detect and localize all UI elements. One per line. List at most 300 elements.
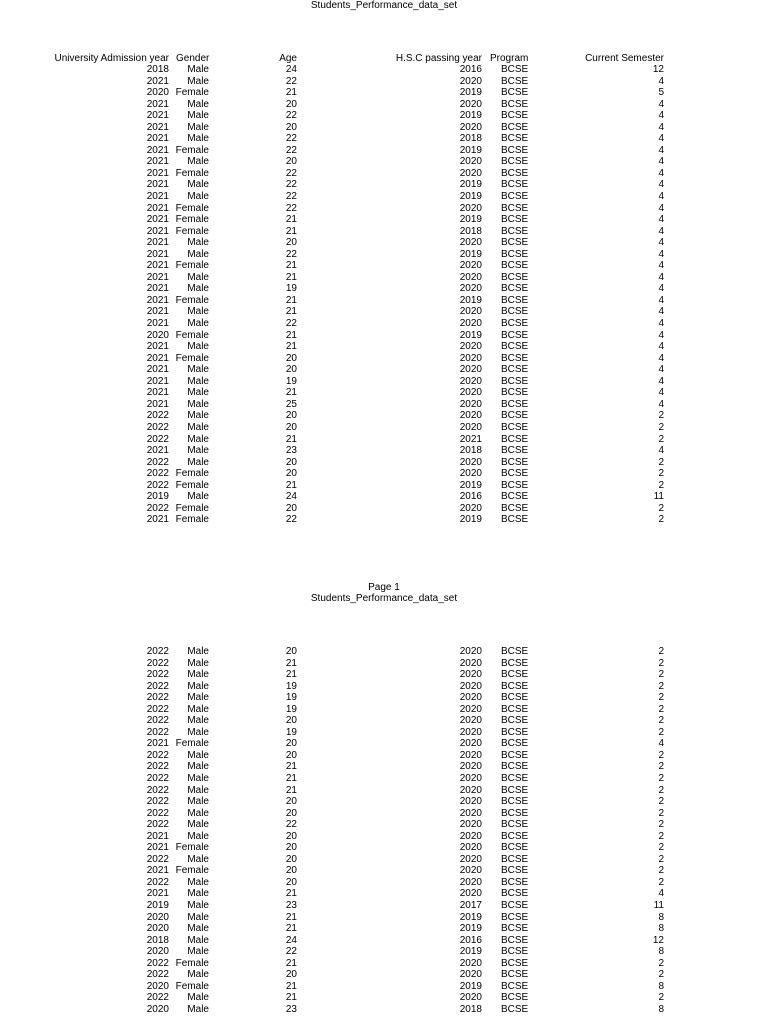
semester-cell: 2 [658, 692, 664, 704]
program-cell: BCSE [501, 421, 529, 433]
semester-cell: 2 [658, 992, 664, 1004]
semester-cell: 2 [658, 773, 664, 785]
age-cell: 22 [285, 318, 297, 330]
age-cell: 21 [285, 341, 297, 353]
age-cell: 20 [285, 738, 297, 750]
admission-year-cell: 2021 [146, 248, 169, 260]
hsc-year-cell: 2019 [459, 179, 482, 191]
program-cell: BCSE [501, 726, 529, 738]
program-cell: BCSE [501, 283, 529, 295]
age-cell: 19 [285, 703, 297, 715]
program-cell: BCSE [501, 888, 529, 900]
age-cell: 23 [285, 900, 297, 912]
admission-year-cell: 2021 [146, 294, 169, 306]
gender-cell: Male [187, 271, 209, 283]
admission-year-cell: 2022 [146, 502, 169, 514]
admission-year-cell: 2021 [146, 260, 169, 272]
admission-year-cell: 2021 [146, 214, 169, 226]
header-semester: Current Semester [585, 53, 664, 64]
admission-year-cell: 2022 [146, 692, 169, 704]
gender-cell: Male [187, 1003, 209, 1015]
age-cell: 20 [285, 876, 297, 888]
gender-cell: Male [187, 888, 209, 900]
hsc-year-cell: 2021 [459, 433, 482, 445]
hsc-year-cell: 2020 [459, 375, 482, 387]
age-cell: 20 [285, 715, 297, 727]
table-row [0, 295, 768, 307]
gender-cell: Male [187, 491, 209, 503]
admission-year-cell: 2021 [146, 352, 169, 364]
semester-cell: 2 [658, 784, 664, 796]
gender-cell: Male [187, 969, 209, 981]
table-row [0, 842, 768, 854]
semester-cell: 4 [658, 179, 664, 191]
hsc-year-cell: 2020 [459, 749, 482, 761]
table-row [0, 445, 768, 457]
table-row [0, 480, 768, 492]
semester-cell: 11 [653, 491, 664, 503]
table-row [0, 237, 768, 249]
hsc-year-cell: 2020 [459, 387, 482, 399]
age-cell: 19 [285, 375, 297, 387]
gender-cell: Male [187, 692, 209, 704]
table-row [0, 808, 768, 820]
page-1-title: Students_Performance_data_set [310, 0, 458, 11]
age-cell: 20 [285, 364, 297, 376]
table-row [0, 318, 768, 330]
age-cell: 22 [285, 167, 297, 179]
semester-cell: 2 [658, 421, 664, 433]
age-cell: 21 [285, 657, 297, 669]
program-cell: BCSE [501, 75, 529, 87]
hsc-year-cell: 2020 [459, 680, 482, 692]
semester-cell: 2 [658, 969, 664, 981]
table-row [0, 773, 768, 785]
age-cell: 20 [285, 830, 297, 842]
gender-cell: Female [175, 167, 209, 179]
admission-year-cell: 2021 [146, 375, 169, 387]
table-row [0, 306, 768, 318]
semester-cell: 4 [658, 888, 664, 900]
age-cell: 22 [285, 110, 297, 122]
hsc-year-cell: 2019 [459, 479, 482, 491]
gender-cell: Female [175, 479, 209, 491]
gender-cell: Male [187, 923, 209, 935]
admission-year-cell: 2021 [146, 167, 169, 179]
age-cell: 20 [285, 352, 297, 364]
gender-cell: Male [187, 156, 209, 168]
program-cell: BCSE [501, 214, 529, 226]
admission-year-cell: 2022 [146, 761, 169, 773]
age-cell: 21 [285, 214, 297, 226]
gender-cell: Female [175, 144, 209, 156]
admission-year-cell: 2021 [146, 144, 169, 156]
hsc-year-cell: 2018 [459, 1003, 482, 1015]
semester-cell: 4 [658, 271, 664, 283]
program-cell: BCSE [501, 271, 529, 283]
admission-year-cell: 2022 [146, 669, 169, 681]
age-cell: 20 [285, 749, 297, 761]
semester-cell: 4 [658, 98, 664, 110]
age-cell: 21 [285, 980, 297, 992]
semester-cell: 4 [658, 445, 664, 457]
semester-cell: 2 [658, 830, 664, 842]
program-cell: BCSE [501, 669, 529, 681]
admission-year-cell: 2021 [146, 318, 169, 330]
table-row [0, 992, 768, 1004]
admission-year-cell: 2020 [146, 87, 169, 99]
program-cell: BCSE [501, 468, 529, 480]
admission-year-cell: 2022 [146, 657, 169, 669]
table-row [0, 249, 768, 261]
admission-year-cell: 2021 [146, 738, 169, 750]
gender-cell: Male [187, 318, 209, 330]
table-row [0, 283, 768, 295]
age-cell: 19 [285, 680, 297, 692]
gender-cell: Male [187, 121, 209, 133]
program-cell: BCSE [501, 156, 529, 168]
hsc-year-cell: 2020 [459, 156, 482, 168]
semester-cell: 8 [658, 923, 664, 935]
header-program: Program [490, 53, 529, 64]
admission-year-cell: 2021 [146, 271, 169, 283]
gender-cell: Male [187, 784, 209, 796]
program-cell: BCSE [501, 191, 529, 203]
program-cell: BCSE [501, 992, 529, 1004]
semester-cell: 12 [652, 934, 664, 946]
program-cell: BCSE [501, 969, 529, 981]
admission-year-cell: 2019 [146, 900, 169, 912]
age-cell: 22 [285, 819, 297, 831]
program-cell: BCSE [501, 491, 529, 503]
admission-year-cell: 2022 [146, 784, 169, 796]
program-cell: BCSE [501, 946, 529, 958]
gender-cell: Male [187, 133, 209, 145]
admission-year-cell: 2021 [146, 237, 169, 249]
table-row [0, 877, 768, 889]
age-cell: 21 [285, 479, 297, 491]
semester-cell: 4 [658, 191, 664, 203]
age-cell: 21 [285, 784, 297, 796]
table-row [0, 981, 768, 993]
semester-cell: 5 [658, 87, 664, 99]
semester-cell: 2 [658, 703, 664, 715]
semester-cell: 2 [658, 657, 664, 669]
age-cell: 20 [285, 502, 297, 514]
admission-year-cell: 2021 [146, 341, 169, 353]
hsc-year-cell: 2019 [459, 911, 482, 923]
semester-cell: 4 [658, 202, 664, 214]
hsc-year-cell: 2020 [459, 283, 482, 295]
gender-cell: Male [187, 669, 209, 681]
semester-cell: 8 [658, 946, 664, 958]
program-cell: BCSE [501, 738, 529, 750]
gender-cell: Female [175, 842, 209, 854]
admission-year-cell: 2020 [146, 1003, 169, 1015]
page-number: Page 1 [368, 582, 400, 593]
hsc-year-cell: 2020 [459, 237, 482, 249]
gender-cell: Male [187, 237, 209, 249]
hsc-year-cell: 2020 [459, 271, 482, 283]
semester-cell: 2 [658, 479, 664, 491]
semester-cell: 4 [658, 133, 664, 145]
gender-cell: Male [187, 946, 209, 958]
admission-year-cell: 2021 [146, 75, 169, 87]
hsc-year-cell: 2016 [459, 64, 482, 75]
table-row [0, 865, 768, 877]
admission-year-cell: 2021 [146, 191, 169, 203]
admission-year-cell: 2021 [146, 830, 169, 842]
table-row [0, 738, 768, 750]
admission-year-cell: 2022 [146, 749, 169, 761]
hsc-year-cell: 2020 [459, 352, 482, 364]
admission-year-cell: 2021 [146, 121, 169, 133]
header-gender: Gender [176, 53, 210, 64]
hsc-year-cell: 2020 [459, 865, 482, 877]
hsc-year-cell: 2020 [459, 703, 482, 715]
semester-cell: 2 [658, 761, 664, 773]
program-cell: BCSE [501, 167, 529, 179]
gender-cell: Male [187, 75, 209, 87]
hsc-year-cell: 2020 [459, 692, 482, 704]
program-cell: BCSE [501, 784, 529, 796]
hsc-year-cell: 2020 [459, 969, 482, 981]
program-cell: BCSE [501, 761, 529, 773]
program-cell: BCSE [501, 341, 529, 353]
age-cell: 21 [285, 888, 297, 900]
hsc-year-cell: 2018 [459, 225, 482, 237]
program-cell: BCSE [501, 980, 529, 992]
gender-cell: Male [187, 853, 209, 865]
table-row [0, 692, 768, 704]
semester-cell: 4 [658, 214, 664, 226]
age-cell: 25 [285, 398, 297, 410]
hsc-year-cell: 2020 [459, 876, 482, 888]
age-cell: 22 [285, 191, 297, 203]
semester-cell: 2 [658, 807, 664, 819]
gender-cell: Female [175, 468, 209, 480]
program-cell: BCSE [501, 807, 529, 819]
gender-cell: Male [187, 306, 209, 318]
admission-year-cell: 2022 [146, 410, 169, 422]
hsc-year-cell: 2019 [459, 191, 482, 203]
header-age: Age [279, 53, 297, 64]
hsc-year-cell: 2019 [459, 248, 482, 260]
program-cell: BCSE [501, 318, 529, 330]
program-cell: BCSE [501, 329, 529, 341]
gender-cell: Male [187, 364, 209, 376]
hsc-year-cell: 2020 [459, 853, 482, 865]
semester-cell: 12 [652, 64, 664, 75]
program-cell: BCSE [501, 179, 529, 191]
admission-year-cell: 2019 [146, 491, 169, 503]
program-cell: BCSE [501, 514, 529, 526]
table-row [0, 669, 768, 681]
age-cell: 22 [285, 75, 297, 87]
program-cell: BCSE [501, 876, 529, 888]
program-cell: BCSE [501, 98, 529, 110]
semester-cell: 2 [658, 646, 664, 657]
table-row [0, 122, 768, 134]
gender-cell: Female [175, 202, 209, 214]
age-cell: 20 [285, 421, 297, 433]
admission-year-cell: 2022 [146, 715, 169, 727]
table-row [0, 422, 768, 434]
age-cell: 21 [285, 761, 297, 773]
semester-cell: 4 [658, 738, 664, 750]
gender-cell: Male [187, 934, 209, 946]
gender-cell: Male [187, 98, 209, 110]
age-cell: 22 [285, 514, 297, 526]
age-cell: 21 [285, 260, 297, 272]
age-cell: 21 [285, 957, 297, 969]
gender-cell: Male [187, 110, 209, 122]
gender-cell: Female [175, 502, 209, 514]
admission-year-cell: 2018 [146, 64, 169, 75]
program-cell: BCSE [501, 830, 529, 842]
program-cell: BCSE [501, 1003, 529, 1015]
program-cell: BCSE [501, 387, 529, 399]
admission-year-cell: 2022 [146, 957, 169, 969]
gender-cell: Female [175, 87, 209, 99]
age-cell: 21 [285, 225, 297, 237]
semester-cell: 2 [658, 680, 664, 692]
semester-cell: 4 [658, 75, 664, 87]
semester-cell: 4 [658, 237, 664, 249]
admission-year-cell: 2021 [146, 156, 169, 168]
table-row [0, 750, 768, 762]
age-cell: 21 [285, 911, 297, 923]
program-cell: BCSE [501, 375, 529, 387]
admission-year-cell: 2022 [146, 433, 169, 445]
gender-cell: Male [187, 830, 209, 842]
program-cell: BCSE [501, 398, 529, 410]
hsc-year-cell: 2020 [459, 364, 482, 376]
gender-cell: Male [187, 819, 209, 831]
hsc-year-cell: 2020 [459, 398, 482, 410]
gender-cell: Male [187, 773, 209, 785]
gender-cell: Male [187, 715, 209, 727]
table-row [0, 260, 768, 272]
semester-cell: 4 [658, 341, 664, 353]
gender-cell: Female [175, 352, 209, 364]
gender-cell: Male [187, 398, 209, 410]
table-row [0, 969, 768, 981]
age-cell: 22 [285, 202, 297, 214]
admission-year-cell: 2021 [146, 98, 169, 110]
semester-cell: 2 [658, 726, 664, 738]
table-row [0, 785, 768, 797]
table-row [0, 203, 768, 215]
hsc-year-cell: 2019 [459, 980, 482, 992]
admission-year-cell: 2022 [146, 456, 169, 468]
age-cell: 20 [285, 865, 297, 877]
hsc-year-cell: 2020 [459, 726, 482, 738]
program-cell: BCSE [501, 957, 529, 969]
hsc-year-cell: 2016 [459, 934, 482, 946]
program-cell: BCSE [501, 456, 529, 468]
age-cell: 20 [285, 969, 297, 981]
gender-cell: Male [187, 900, 209, 912]
semester-cell: 2 [658, 796, 664, 808]
data-table-page-2 [0, 646, 768, 1016]
gender-cell: Male [187, 876, 209, 888]
admission-year-cell: 2022 [146, 646, 169, 657]
semester-cell: 4 [658, 144, 664, 156]
semester-cell: 2 [658, 410, 664, 422]
hsc-year-cell: 2020 [459, 260, 482, 272]
table-row [0, 410, 768, 422]
semester-cell: 2 [658, 514, 664, 526]
age-cell: 22 [285, 248, 297, 260]
admission-year-cell: 2021 [146, 179, 169, 191]
admission-year-cell: 2022 [146, 796, 169, 808]
table-row [0, 330, 768, 342]
table-row [0, 888, 768, 900]
program-cell: BCSE [501, 842, 529, 854]
hsc-year-cell: 2020 [459, 715, 482, 727]
gender-cell: Male [187, 248, 209, 260]
admission-year-cell: 2022 [146, 819, 169, 831]
age-cell: 21 [285, 271, 297, 283]
gender-cell: Male [187, 283, 209, 295]
admission-year-cell: 2022 [146, 876, 169, 888]
semester-cell: 4 [658, 260, 664, 272]
admission-year-cell: 2022 [146, 992, 169, 1004]
table-row [0, 64, 768, 76]
semester-cell: 2 [658, 853, 664, 865]
admission-year-cell: 2021 [146, 133, 169, 145]
semester-cell: 11 [653, 900, 664, 912]
table-row [0, 761, 768, 773]
program-cell: BCSE [501, 110, 529, 122]
semester-cell: 4 [658, 167, 664, 179]
semester-cell: 2 [658, 715, 664, 727]
gender-cell: Male [187, 456, 209, 468]
hsc-year-cell: 2019 [459, 144, 482, 156]
admission-year-cell: 2022 [146, 853, 169, 865]
program-cell: BCSE [501, 819, 529, 831]
age-cell: 22 [285, 144, 297, 156]
program-cell: BCSE [501, 133, 529, 145]
gender-cell: Male [187, 796, 209, 808]
page-2-title: Students_Performance_data_set [310, 593, 458, 604]
semester-cell: 4 [658, 375, 664, 387]
hsc-year-cell: 2020 [459, 657, 482, 669]
gender-cell: Male [187, 646, 209, 657]
table-row [0, 658, 768, 670]
semester-cell: 4 [658, 248, 664, 260]
admission-year-cell: 2020 [146, 911, 169, 923]
table-row [0, 514, 768, 526]
table-row [0, 364, 768, 376]
admission-year-cell: 2021 [146, 225, 169, 237]
program-cell: BCSE [501, 445, 529, 457]
semester-cell: 4 [658, 387, 664, 399]
age-cell: 20 [285, 646, 297, 657]
age-cell: 21 [285, 387, 297, 399]
program-cell: BCSE [501, 306, 529, 318]
hsc-year-cell: 2020 [459, 410, 482, 422]
header-admission-year: University Admission year [54, 53, 169, 64]
gender-cell: Male [187, 421, 209, 433]
program-cell: BCSE [501, 479, 529, 491]
table-row [0, 935, 768, 947]
table-row [0, 468, 768, 480]
program-cell: BCSE [501, 225, 529, 237]
program-cell: BCSE [501, 294, 529, 306]
table-row [0, 854, 768, 866]
